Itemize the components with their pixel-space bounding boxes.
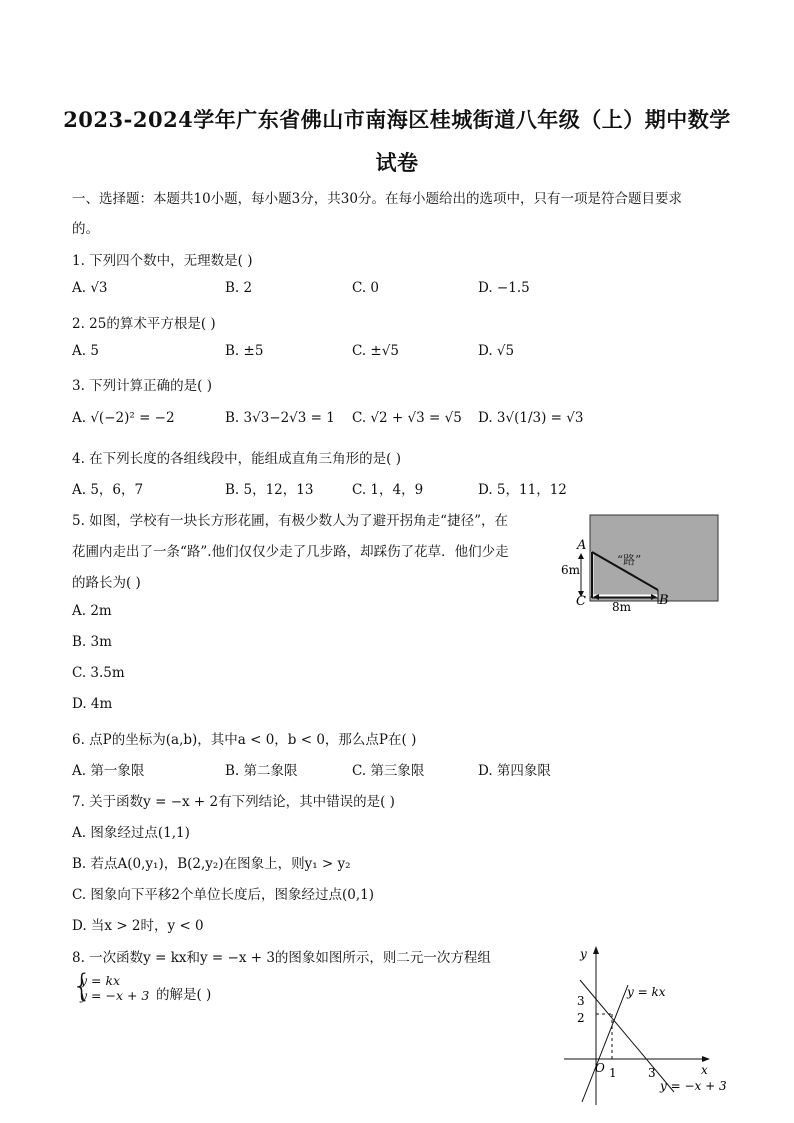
x-axis-label: x <box>701 1063 708 1077</box>
question-1-option-b: B. 2 <box>225 280 253 296</box>
question-4-stem: 4. 在下列长度的各组线段中，能组成直角三角形的是( ) <box>72 451 401 467</box>
question-6-option-c: C. 第三象限 <box>352 763 425 779</box>
equation-system <box>72 968 272 1006</box>
question-7-option-c: C. 图象向下平移2个单位长度后，图象经过点(0,1) <box>72 887 375 903</box>
question-2-option-b: B. ±5 <box>225 343 264 359</box>
question-7-stem: 7. 关于函数y = −x + 2有下列结论，其中错误的是( ) <box>72 794 395 810</box>
x-tick-3: 3 <box>648 1066 656 1080</box>
y-tick-3: 3 <box>577 994 585 1008</box>
origin-label: O <box>595 1061 605 1075</box>
line-kx-label: y = kx <box>627 985 666 999</box>
question-2-stem: 2. 25的算术平方根是( ) <box>72 316 216 332</box>
arrow-up-icon <box>578 553 584 559</box>
question-1-option-d: D. −1.5 <box>478 280 530 296</box>
label-point-c: C <box>576 594 586 609</box>
x-axis-arrow-icon <box>702 1056 710 1062</box>
section-instructions-line2: 的。 <box>72 221 99 237</box>
question-6-option-a: A. 第一象限 <box>72 763 145 779</box>
question-6-option-d: D. 第四象限 <box>478 763 551 779</box>
question-4-option-a: A. 5，6，7 <box>72 482 144 498</box>
garden-figure <box>555 508 725 618</box>
label-6m: 6m <box>561 563 581 577</box>
section-instructions-line1: 一、选择题：本题共10小题，每小题3分，共30分。在每小题给出的选项中，只有一项是符合题目要求 <box>72 191 682 207</box>
question-4-option-d: D. 5，11，12 <box>478 482 567 498</box>
question-1-option-a: A. √3 <box>72 280 108 296</box>
question-7-option-b: B. 若点A(0,y₁)，B(2,y₂)在图象上，则y₁ > y₂ <box>72 856 351 872</box>
x-tick-1: 1 <box>609 1066 617 1080</box>
question-5-stem-line3: 的路长为( ) <box>72 575 141 591</box>
brace-icon: { <box>72 968 92 1004</box>
line-kx <box>582 985 628 1102</box>
question-3-option-a: A. √(−2)² = −2 <box>72 410 175 426</box>
question-3-option-b: B. 3√3−2√3 = 1 <box>225 410 335 426</box>
question-5-option-a: A. 2m <box>72 603 112 619</box>
question-5-option-b: B. 3m <box>72 634 112 650</box>
question-1-option-c: C. 0 <box>352 280 380 296</box>
question-5-stem-line2: 花圃内走出了一条“路”.他们仅仅少走了几步路，却踩伤了花草．他们少走 <box>72 544 509 560</box>
question-8-stem: 8. 一次函数y = kx和y = −x + 3的图象如图所示，则二元一次方程组 <box>72 950 491 966</box>
label-point-a: A <box>577 538 587 553</box>
y-tick-2: 2 <box>577 1011 585 1025</box>
question-5-stem-line1: 5. 如图，学校有一块长方形花圃，有极少数人为了避开拐角走“捷径”，在 <box>72 513 508 529</box>
question-3-stem: 3. 下列计算正确的是( ) <box>72 378 212 394</box>
question-5-option-c: C. 3.5m <box>72 665 125 681</box>
linear-functions-figure <box>560 940 730 1110</box>
question-7-option-a: A. 图象经过点(1,1) <box>72 825 190 841</box>
exam-title-line1: 2023-2024学年广东省佛山市南海区桂城街道八年级（上）期中数学 <box>63 107 731 132</box>
question-1-stem: 1. 下列四个数中，无理数是( ) <box>72 253 253 269</box>
question-5-option-d: D. 4m <box>72 696 113 712</box>
question-2-option-d: D. √5 <box>478 343 515 359</box>
question-4-option-b: B. 5，12，13 <box>225 482 314 498</box>
label-point-b: B <box>659 593 669 608</box>
equation-2: y = −x + 3 <box>80 988 150 1003</box>
label-road: “路” <box>617 553 642 567</box>
y-axis-label: y <box>580 947 587 961</box>
question-3-option-d: D. 3√(1/3) = √3 <box>478 410 584 426</box>
question-6-option-b: B. 第二象限 <box>225 763 298 779</box>
equation-1: y = kx <box>80 973 121 988</box>
question-7-option-d: D. 当x > 2时，y < 0 <box>72 918 204 934</box>
question-6-stem: 6. 点P的坐标为(a,b)，其中a < 0，b < 0，那么点P在( ) <box>72 732 417 748</box>
y-axis-arrow-icon <box>593 946 599 954</box>
exam-title-line2: 试卷 <box>375 150 419 175</box>
label-8m: 8m <box>612 600 632 614</box>
line-neg-x-plus-3-label: y = −x + 3 <box>660 1079 727 1093</box>
question-8-tail: 的解是( ) <box>156 987 212 1003</box>
question-4-option-c: C. 1，4，9 <box>352 482 424 498</box>
question-2-option-a: A. 5 <box>72 343 99 359</box>
question-3-option-c: C. √2 + √3 = √5 <box>352 410 462 426</box>
question-2-option-c: C. ±√5 <box>352 343 399 359</box>
